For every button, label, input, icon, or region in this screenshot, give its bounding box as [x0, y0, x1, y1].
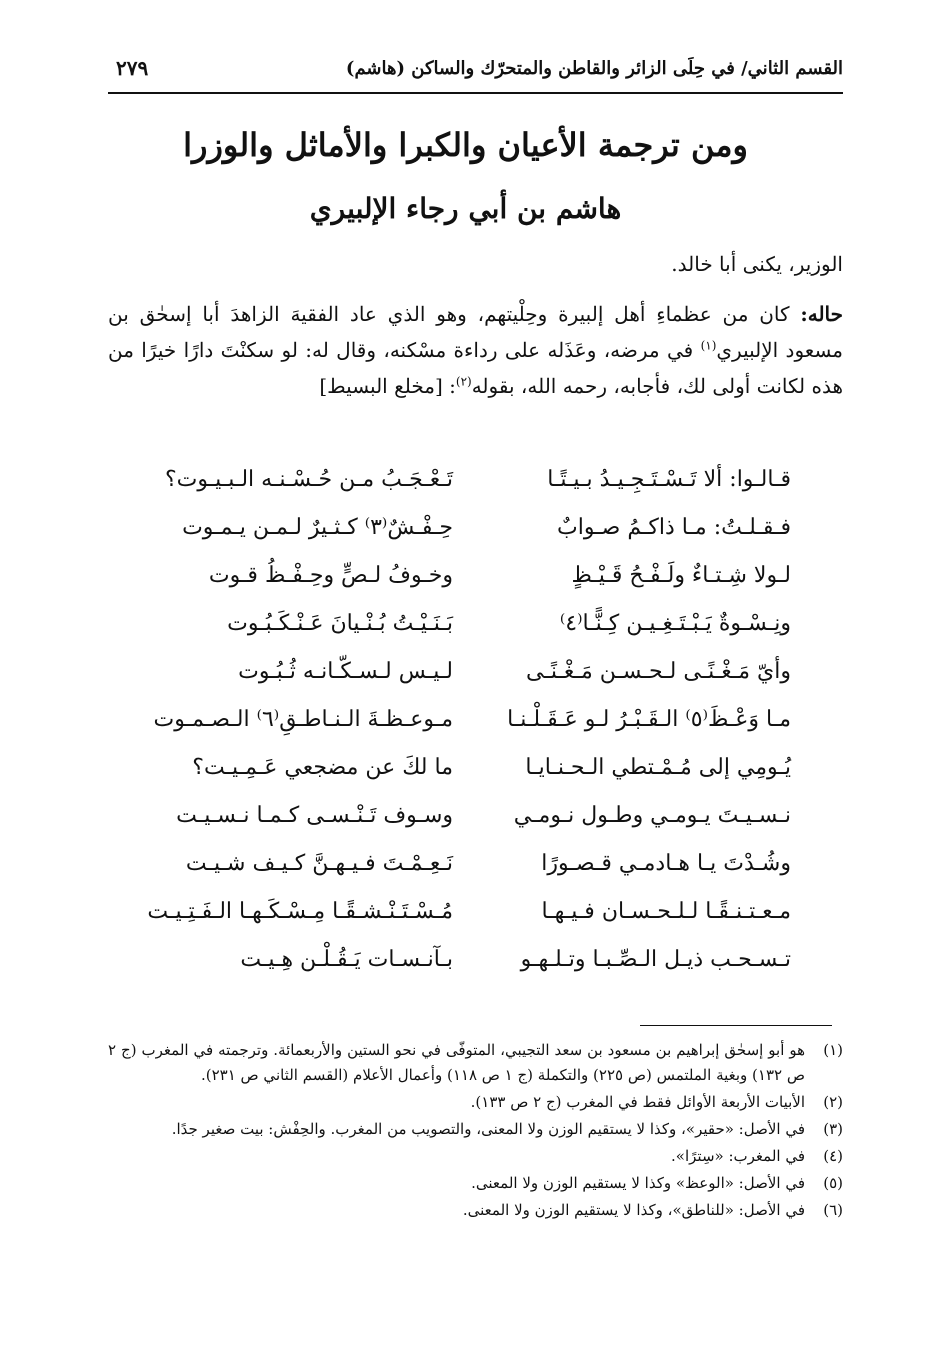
footnote — [108, 1090, 843, 1115]
poem-verse — [158, 746, 791, 794]
footnote-text: الأبيات الأربعة الأوائل فقط في المغرب (ج ٢ ص ١٣٣). — [470, 1093, 805, 1111]
footnotes — [108, 1038, 843, 1225]
verse-first-hemistich: نـسـيـتَ يـومـي وطـول نـومـي — [513, 803, 791, 828]
poem-verse — [158, 842, 791, 890]
person-name: هاشم بن أبي رجاء الإلبيري — [309, 192, 622, 225]
bio-text-2: في مرضه، وعَذَله على رداءة مسْكنه، وقال له: لو سكنْتَ دارًا خيرًا من هذه لكانت أولى لك، فأجابه، رحمه الله، بقوله — [108, 338, 843, 398]
verse-first-hemistich: ونِـسْـوةٌ يَـبْـتَـغِـيـن كِـنًّـا⁽٤⁾ — [559, 611, 791, 636]
poem-verse — [158, 602, 791, 650]
poem-verse — [153, 698, 791, 746]
bio-lead-label: حاله: — [800, 302, 843, 326]
footnote — [108, 1117, 843, 1142]
footnote-number: (٢) — [823, 1093, 843, 1111]
bio-text-1: كان من عظماءِ أهل إلبيرة وحِلْيتهم، وهو الذي عاد الفقيهَ الزاهدَ أبا إسحٰق بن مسعود الإلبيري — [108, 302, 843, 362]
footnote-text: في الأصل: «الوعظ» وكذا لا يستقيم الوزن ولا المعنى. — [471, 1174, 805, 1192]
verse-first-hemistich: تـسـحـب ذيـل الـصِّـبـا وتـلـهـو — [520, 947, 791, 972]
verse-first-hemistich: مـعـتـنـقًـا لـلـحـسـان فـيـهـا — [541, 899, 791, 924]
verse-first-hemistich: وشُـدْتَ يـا هـادمـي قـصـورًا — [541, 851, 791, 876]
verse-second-hemistich: وخـوفُ لـصٍّ وحِـفْـظُ قـوت — [208, 563, 453, 588]
footnote — [108, 1171, 843, 1196]
verse-second-hemistich: حِـفْـشٌ⁽٣⁾ كـثـيرٌ لـمـن يـمـوت — [182, 515, 453, 540]
running-title: القسم الثاني/ في حِلَى الزائر والقاطن والمتحرّك والساكن (هاشم) — [345, 58, 843, 79]
section-title: ومن ترجمة الأعيان والكبرا والأماثل والوزرا — [183, 126, 748, 164]
bio-text-3: : [مخلع البسيط] — [319, 374, 456, 398]
footnote — [108, 1198, 843, 1223]
footnote-ref: (٢) — [455, 374, 472, 389]
biography-paragraph — [108, 296, 843, 404]
verse-first-hemistich: مـا وَعْـظَ⁽٥⁾ الـقَـبْـرُ لـو عَـقَـلْـنـا — [507, 707, 791, 732]
poem-verse — [158, 938, 791, 986]
verse-first-hemistich: يُـومِي إلى مُـمْـتطي الـحـنـايـا — [525, 755, 791, 780]
footnote-number: (٤) — [823, 1147, 843, 1165]
footnote — [108, 1038, 843, 1088]
poem-verse — [158, 458, 791, 506]
footnote-text: في المغرب: «سِترًا». — [671, 1147, 805, 1165]
verse-second-hemistich: نَـعِـمْـتَ فـيـهـنَّ كـيـف شـيـت — [185, 851, 453, 876]
footnote-number: (٣) — [823, 1120, 843, 1138]
verse-first-hemistich: وأيّ مَـغْـنًـى لـحـسـن مَـغْـنًـى — [526, 659, 791, 684]
poem-verse — [158, 794, 791, 842]
poem — [147, 458, 791, 986]
poem-verse — [147, 890, 791, 938]
footnote — [108, 1144, 843, 1169]
poem-verse — [158, 554, 791, 602]
footnote-text: في الأصل: «للناطق»، وكذا لا يستقيم الوزن ولا المعنى. — [462, 1201, 805, 1219]
verse-second-hemistich: تَـعْـجَـبُ مـن حُـسْـنـه الـبـيـوت؟ — [164, 467, 453, 492]
verse-second-hemistich: مـوعـظـةَ الـنـاطـقِ⁽٦⁾ الـصـمـوت — [153, 707, 453, 732]
footnote-divider — [640, 1025, 832, 1026]
footnote-number: (١) — [823, 1041, 843, 1059]
verse-second-hemistich: بـآنـسـات يَـقُـلْـن هِـيـت — [240, 947, 453, 972]
intro-line: الوزير، يكنى أبا خالد. — [671, 252, 843, 276]
page-number: ٢٧٩ — [116, 56, 149, 80]
verse-second-hemistich: لـيـس لـسـكّـانـه ثُـبُـوت — [238, 659, 453, 684]
poem-verse — [158, 506, 791, 554]
verse-second-hemistich: بَـنَـيْـتُ بُـنْـيانَ عَـنْـكَـبُـوت — [227, 611, 453, 636]
verse-second-hemistich: ما لكَ عن مضجعي عَـمِـيـت؟ — [192, 755, 453, 780]
footnote-number: (٥) — [823, 1174, 843, 1192]
verse-first-hemistich: قـالـوا: ألا تَـسْـتَـجِـيـدُ بـيـتًـا — [547, 467, 791, 492]
footnote-ref: (١) — [700, 338, 717, 353]
footnote-text: هو أبو إسحٰق إبراهيم بن مسعود بن سعد التجيبي، المتوفّى في نحو الستين والأربعمائة. وترجمته في المغرب (ج ٢ ص ١٣٢) وبغية الملتمس (ص ٢٢٥) والتكملة (ج ١ ص ١١٨) وأعمال الأعلام (القسم الثاني ص ٢٣١). — [108, 1041, 805, 1084]
verse-first-hemistich: لـولا شِـتـاءٌ ولَـفْـحُ قَـيْـظٍ — [571, 563, 791, 588]
verse-second-hemistich: وسـوف تَـنْـسـى كـمـا نـسـيـت — [176, 803, 453, 828]
footnote-number: (٦) — [823, 1201, 843, 1219]
running-header — [108, 52, 843, 94]
verse-first-hemistich: فـقـلـتُ: مـا ذاكـمُ صـوابٌ — [557, 515, 791, 540]
poem-verse — [158, 650, 791, 698]
verse-second-hemistich: مُـسْـتَـنْـشـقًـا مِـسْـكَـهـا الـفَـتِـيـت — [147, 899, 453, 924]
footnote-text: في الأصل: «حقير»، وكذا لا يستقيم الوزن ولا المعنى، والتصويب من المغرب. والحِفْش: بيت صغير جدًا. — [171, 1120, 805, 1138]
